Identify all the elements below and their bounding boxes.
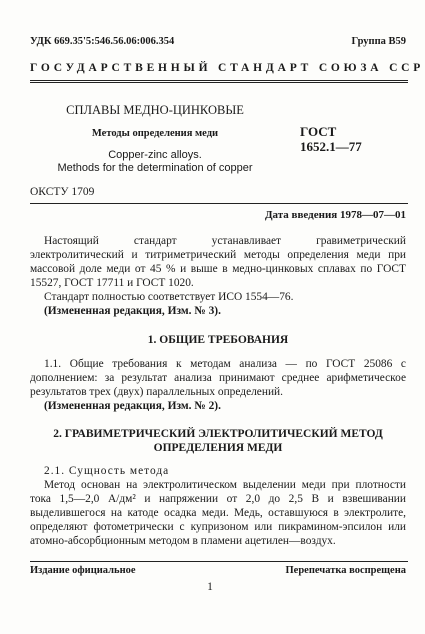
intro-amendment-note: (Измененная редакция, Изм. № 3). bbox=[44, 305, 221, 317]
document-subtitle: Методы определения меди bbox=[91, 128, 219, 139]
udk-code: УДК 669.35'5:546.56.06:006.354 bbox=[30, 36, 175, 47]
intro-paragraph: Настоящий стандарт устанавливает гравиметрический электролитический и титриметрический методы определения меди при массовой доле меди от 45 % и выше в медно-цинковых сплавах по ГОСТ 15527, ГОСТ 17711 и ГОСТ 1020. bbox=[30, 235, 406, 289]
section-2-heading-line2: ОПРЕДЕЛЕНИЯ МЕДИ bbox=[153, 442, 283, 454]
section-1-amendment-note: (Измененная редакция, Изм. № 2). bbox=[44, 400, 221, 412]
gost-label: ГОСТ bbox=[300, 124, 337, 139]
header-rule bbox=[30, 80, 408, 81]
introduction-date: Дата введения 1978—07—01 bbox=[264, 209, 406, 221]
header-rule-2 bbox=[30, 82, 408, 83]
section-1-paragraph: 1.1. Общие требования к методам анализа — по ГОСТ 25086 с дополнением: за результат анализа принимают среднее арифметическое результатов трех (двух) параллельных определений. bbox=[30, 358, 406, 398]
intro-compliance: Стандарт полностью соответствует ИСО 1554—76. bbox=[44, 291, 294, 303]
section-2-paragraph: Метод основан на электролитическом выделении меди при плотности тока 1,5—2,0 А/дм² и напряжении от 2,0 до 2,5 В и взвешивании выделившегося на катоде осадка меди. Медь, оставшуюся в электролите, определяют фотометрически с купризоном или пикрамином-эпсилон или атомно-абсорбционным методом в пламени ацетилен—воздух. bbox=[30, 479, 406, 547]
section-1-heading: 1. ОБЩИЕ ТРЕБОВАНИЯ bbox=[147, 334, 289, 346]
date-rule bbox=[30, 203, 408, 204]
english-title-line2: Methods for the determination of copper bbox=[57, 162, 253, 174]
reprint-prohibited-label: Перепечатка воспрещена bbox=[285, 565, 406, 576]
page-number: 1 bbox=[207, 581, 213, 593]
footer-rule bbox=[30, 561, 408, 562]
section-2-subheading: 2.1. Сущность метода bbox=[44, 465, 170, 477]
document-title: СПЛАВЫ МЕДНО-ЦИНКОВЫЕ bbox=[66, 103, 244, 117]
group-code: Группа B59 bbox=[351, 36, 406, 47]
english-title-line1: Copper-zinc alloys. bbox=[108, 149, 202, 161]
state-standard-banner: ГОСУДАРСТВЕННЫЙ СТАНДАРТ СОЮЗА ССР bbox=[30, 62, 425, 74]
gost-number: 1652.1—77 bbox=[300, 139, 362, 154]
section-2-heading-line1: 2. ГРАВИМЕТРИЧЕСКИЙ ЭЛЕКТРОЛИТИЧЕСКИЙ МЕТОД bbox=[53, 428, 383, 440]
official-edition-label: Издание официальное bbox=[30, 565, 136, 576]
okstu-code: ОКСТУ 1709 bbox=[30, 186, 95, 198]
